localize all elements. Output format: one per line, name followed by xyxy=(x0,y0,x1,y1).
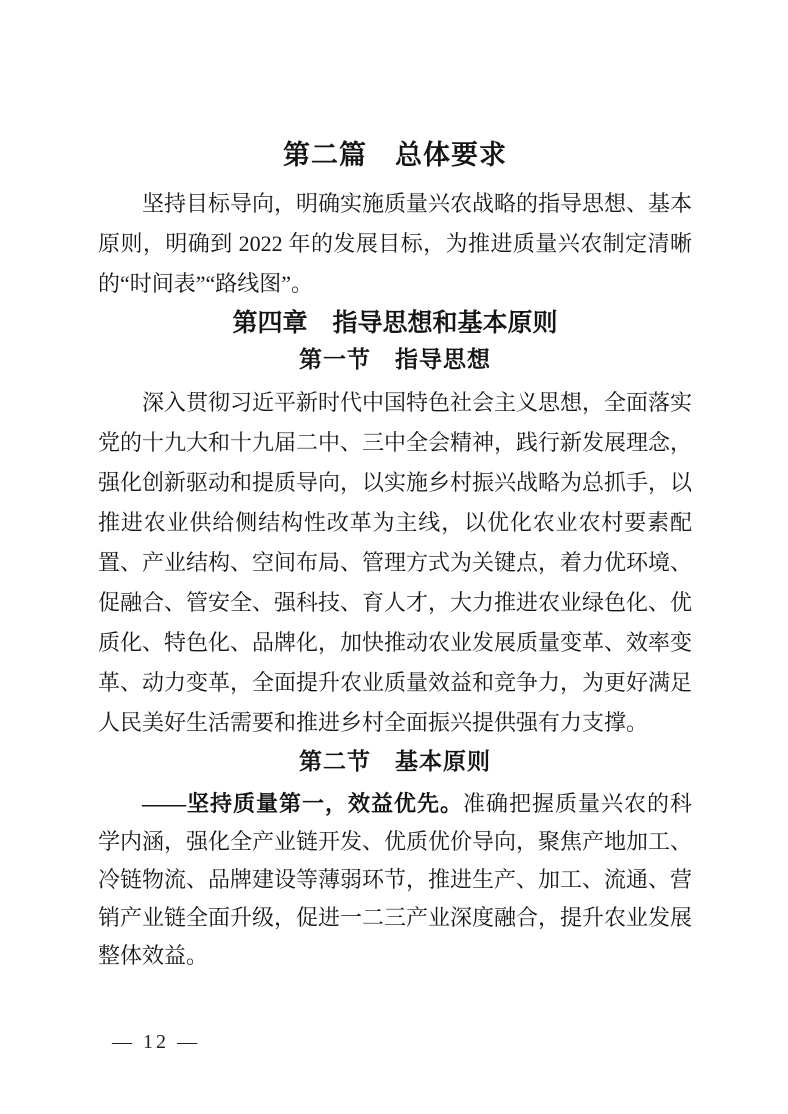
chapter-title: 第四章 指导思想和基本原则 xyxy=(232,309,558,337)
page-number: — 12 — xyxy=(112,1031,200,1053)
part-title: 第二篇 总体要求 xyxy=(283,140,507,170)
principle-paragraph xyxy=(98,785,692,975)
guiding-ideology-paragraph: 深入贯彻习近平新时代中国特色社会主义思想，全面落实党的十九大和十九届二中、三中全会精神，践行新发展理念，强化创新驱动和提质导向，以实施乡村振兴战略为总抓手，以推进农业供给侧结构性改革为主线，以优化农业农村要素配置、产业结构、空间布局、管理方式为关键点，着力优环境、促融合、管安全、强科技、育人才，大力推进农业绿色化、优质化、特色化、品牌化，加快推动农业发展质量变革、效率变革、动力变革，全面提升农业质量效益和竞争力，为更好满足人民美好生活需要和推进乡村全面振兴提供强有力支撑。 xyxy=(98,390,693,735)
principle-body: 准确把握质量兴农的科学内涵，强化全产业链开发、优质优价导向，聚焦产地加工、冷链物流、品牌建设等薄弱环节，推进生产、加工、流通、营销产业链全面升级，促进一二三产业深度融合，提升农业发展整体效益。 xyxy=(98,791,693,968)
section-title-basic-principles: 第二节 基本原则 xyxy=(299,749,491,774)
intro-paragraph: 坚持目标导向，明确实施质量兴农战略的指导思想、基本原则，明确到 2022 年的发展目标，为推进质量兴农制定清晰的“时间表”“路线图”。 xyxy=(98,191,693,296)
principle-lead: ——坚持质量第一，效益优先。 xyxy=(142,791,463,816)
page-content xyxy=(98,0,692,975)
section-title-guiding-ideology: 第一节 指导思想 xyxy=(299,347,491,372)
